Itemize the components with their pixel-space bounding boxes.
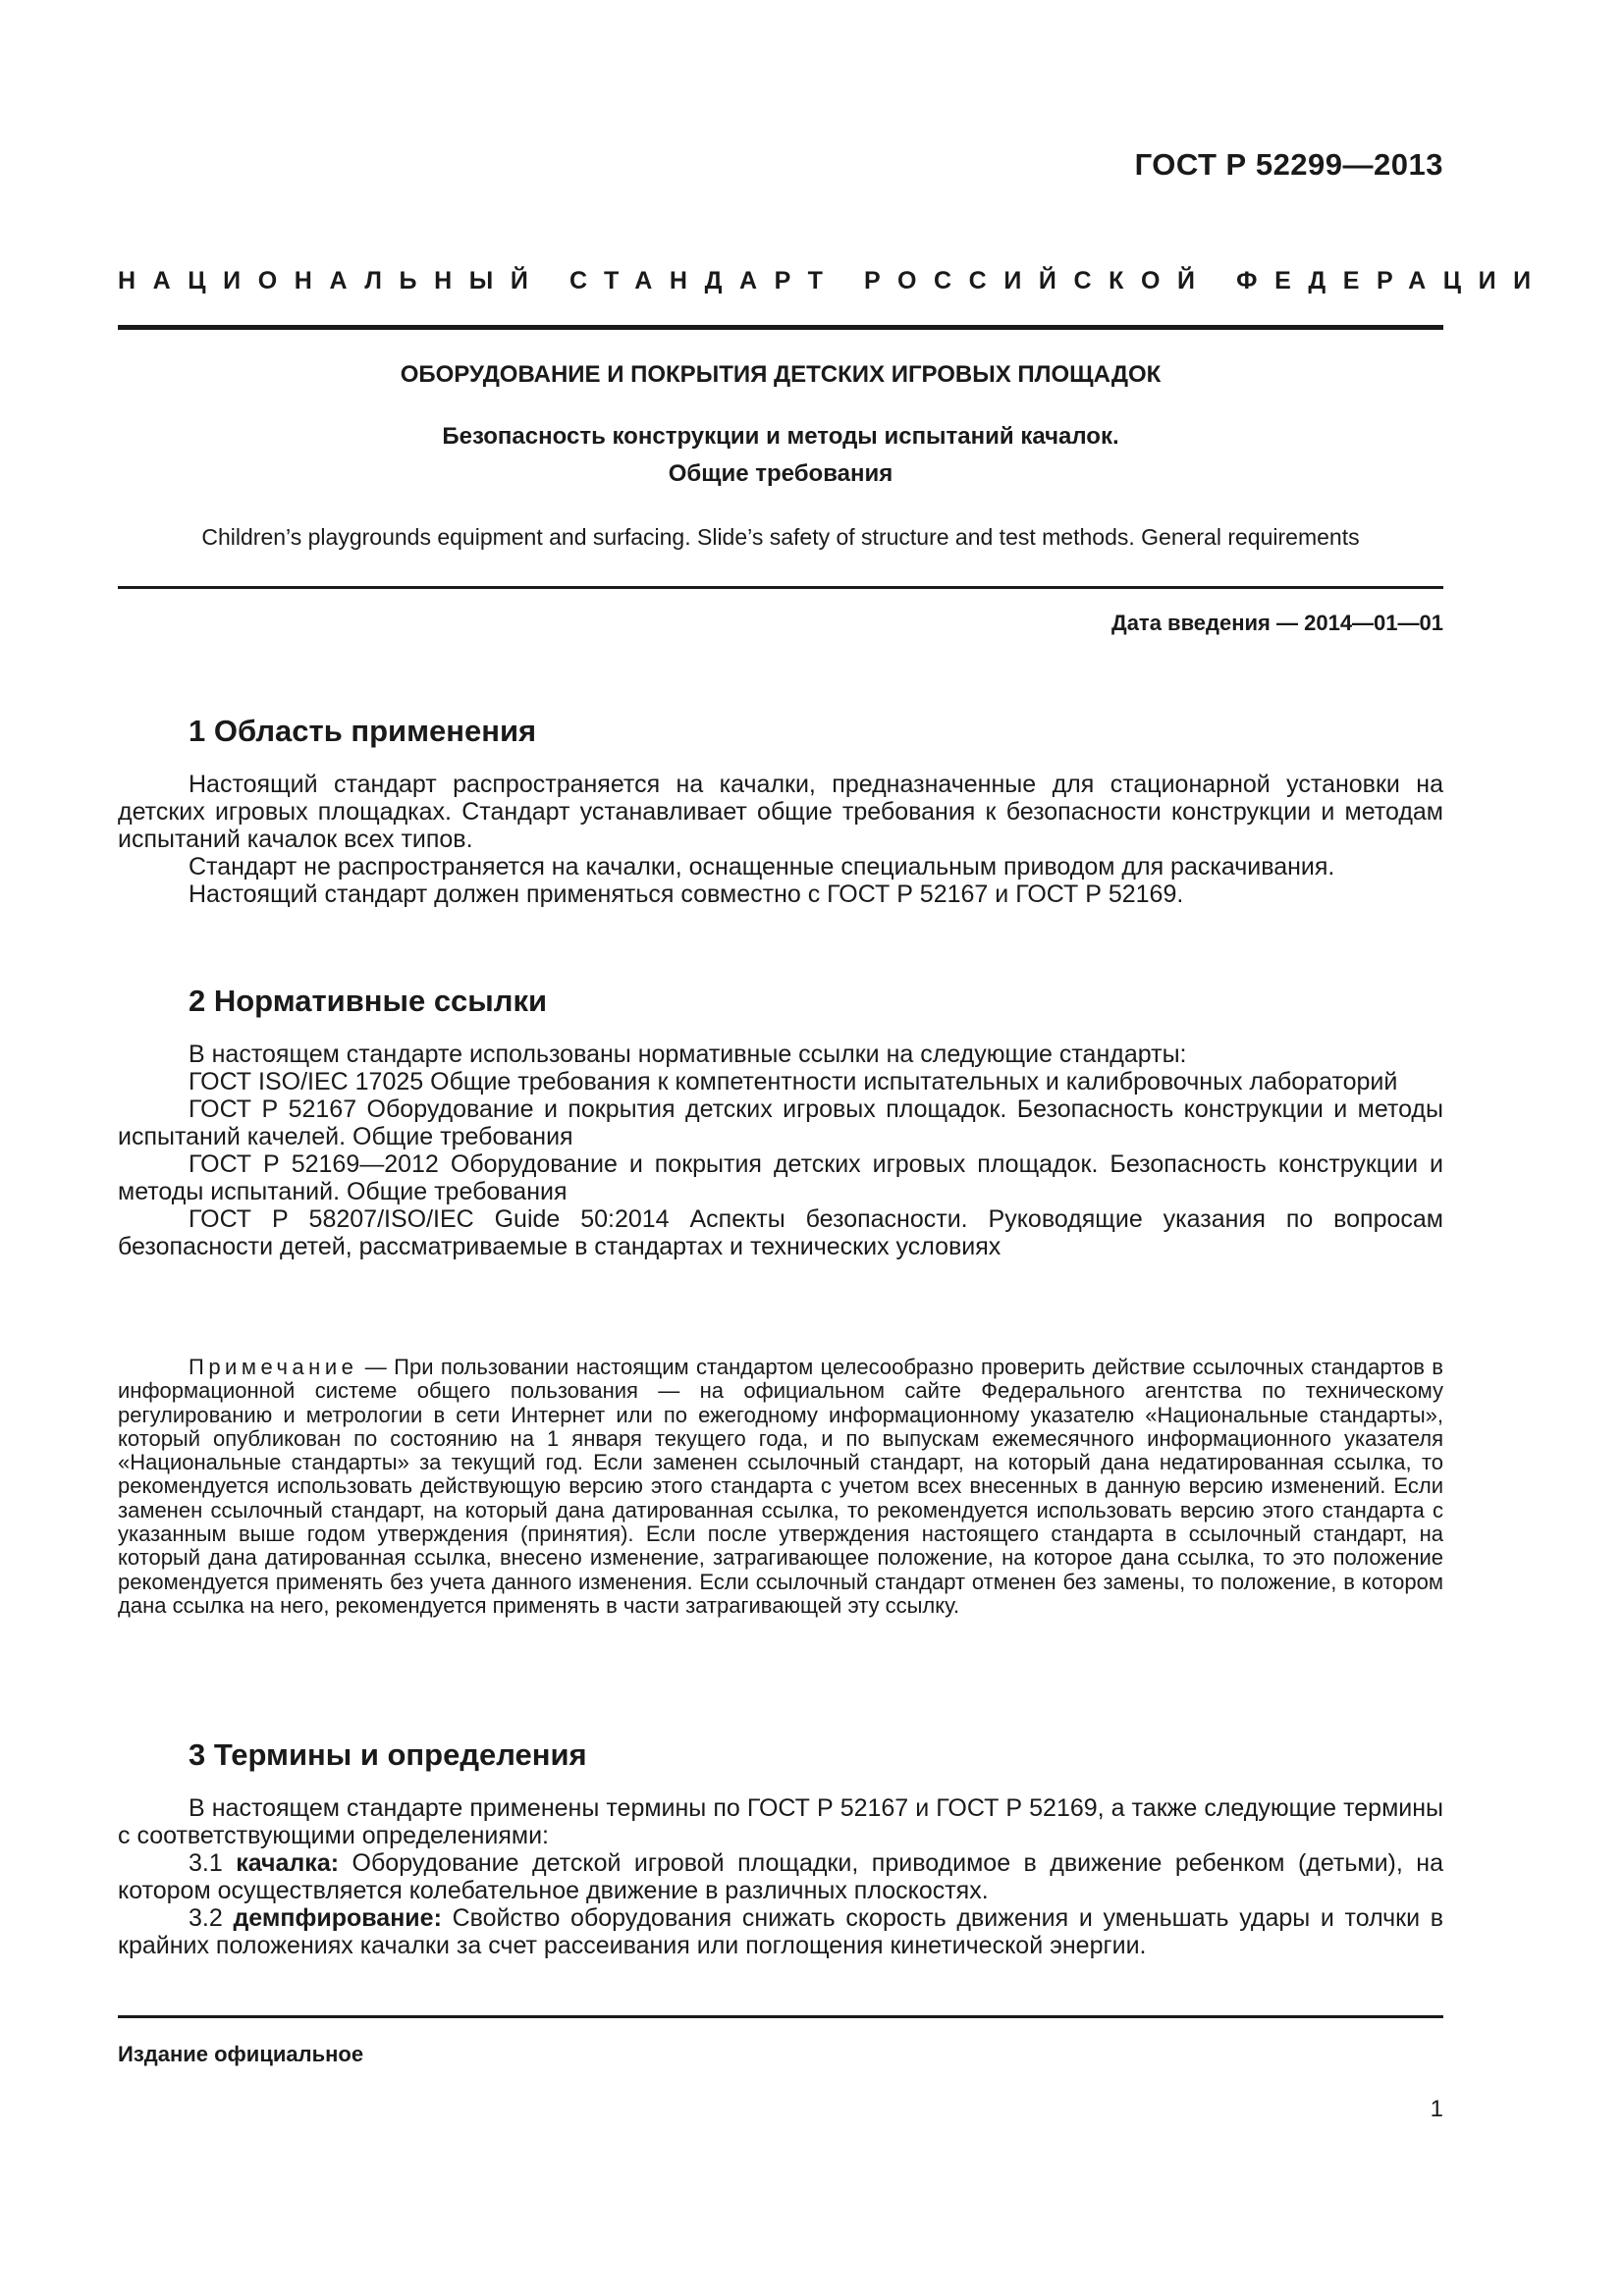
edition-label: Издание официальное xyxy=(118,2042,364,2066)
section-heading-scope: 1 Область применения xyxy=(189,714,537,748)
paragraph: Стандарт не распространяется на качалки, оснащенные специальным приводом для раскачивания. xyxy=(189,853,1335,881)
term-definition xyxy=(118,1904,1443,1959)
section-body-scope xyxy=(118,771,1443,908)
note-text: — При пользовании настоящим стандартом целесообразно проверить действие ссылочных стандартов в информационной системе общего пользования — на официальном сайте Федерального агентства по техническому регулированию и метрологии в сети Интернет или по ежегодному информационному указателю «Национальные стандарты», который опубликован по состоянию на 1 января текущего года, и по выпускам ежемесячного информационного указателя «Национальные стандарты» за текущий год. Если заменен ссылочный стандарт, на который дана недатированная ссылка, то рекомендуется использовать действующую версию этого стандарта с учетом всех внесенных в данную версию изменений. Если заменен ссылочный стандарт, на который дана датированная ссылка, то рекомендуется использовать версию этого стандарта с указанным выше годом утверждения (принятия). Если после утверждения настоящего стандарта в ссылочный стандарт, на который дана датированная ссылка, внесено изменение, затрагивающее положение, на которое дана ссылка, то это положение рекомендуется применять без учета данного изменения. Если ссылочный стандарт отменен без замены, то положение, в котором дана ссылка на него, рекомендуется применять в части затрагивающей эту ссылку. xyxy=(118,1355,1443,1618)
term-definition xyxy=(118,1849,1443,1904)
section-body-references xyxy=(118,1041,1443,1260)
paragraph: Настоящий стандарт должен применяться совместно с ГОСТ Р 52167 и ГОСТ Р 52169. xyxy=(189,881,1184,908)
reference-item: ГОСТ ISO/IEC 17025 Общие требования к компетентности испытательных и калибровочных лабораторий xyxy=(189,1068,1398,1095)
header-divider xyxy=(118,325,1443,330)
english-title: Children’s playgrounds equipment and surfacing. Slide’s safety of structure and test methods. General requirements xyxy=(201,524,1360,550)
title-divider xyxy=(118,586,1443,589)
note-block xyxy=(118,1356,1443,1618)
page-number: 1 xyxy=(1430,2096,1443,2122)
national-standard-banner: НАЦИОНАЛЬНЫЙ СТАНДАРТ РОССИЙСКОЙ ФЕДЕРАЦИИ xyxy=(118,267,1548,294)
note-paragraph xyxy=(118,1356,1443,1618)
section-heading-terms: 3 Термины и определения xyxy=(189,1737,587,1772)
note-label: Примечание xyxy=(189,1355,358,1379)
paragraph: В настоящем стандарте применены термины по ГОСТ Р 52167 и ГОСТ Р 52169, а также следующие термины с соответствующими определениями: xyxy=(118,1794,1443,1849)
term-name: демпфирование: xyxy=(233,1904,442,1932)
document-title: ОБОРУДОВАНИЕ И ПОКРЫТИЯ ДЕТСКИХ ИГРОВЫХ ПЛОЩАДОК xyxy=(400,361,1162,388)
introduction-date: Дата введения — 2014—01—01 xyxy=(1111,611,1443,635)
term-number: 3.1 xyxy=(189,1849,237,1877)
reference-item: ГОСТ Р 58207/ISO/IEC Guide 50:2014 Аспекты безопасности. Руководящие указания по вопросам безопасности детей, рассматриваемые в стандартах и технических условиях xyxy=(118,1205,1443,1260)
reference-item: ГОСТ Р 52167 Оборудование и покрытия детских игровых площадок. Безопасность конструкции и методы испытаний качелей. Общие требования xyxy=(118,1095,1443,1150)
term-name: качалка: xyxy=(236,1849,340,1877)
section-heading-references: 2 Нормативные ссылки xyxy=(189,984,548,1018)
term-number: 3.2 xyxy=(189,1904,234,1932)
paragraph: В настоящем стандарте использованы нормативные ссылки на следующие стандарты: xyxy=(189,1041,1187,1068)
footer-divider xyxy=(118,2015,1443,2018)
term-text: Оборудование детской игровой площадки, приводимое в движение ребенком (детьми), на котором осуществляется колебательное движение в различных плоскостях. xyxy=(118,1849,1443,1904)
reference-item: ГОСТ Р 52169—2012 Оборудование и покрытия детских игровых площадок. Безопасность конструкции и методы испытаний. Общие требования xyxy=(118,1150,1443,1205)
document-code: ГОСТ Р 52299—2013 xyxy=(1134,147,1443,182)
term-text: Свойство оборудования снижать скорость движения и уменьшать удары и толчки в крайних положениях качалки за счет рассеивания или поглощения кинетической энергии. xyxy=(118,1904,1443,1959)
paragraph: Настоящий стандарт распространяется на качалки, предназначенные для стационарной установки на детских игровых площадках. Стандарт устанавливает общие требования к безопасности конструкции и методам испытаний качалок всех типов. xyxy=(118,771,1443,853)
section-body-terms xyxy=(118,1794,1443,1959)
document-subtitle-line1: Безопасность конструкции и методы испытаний качалок. xyxy=(442,423,1119,450)
document-subtitle-line2: Общие требования xyxy=(668,460,893,487)
